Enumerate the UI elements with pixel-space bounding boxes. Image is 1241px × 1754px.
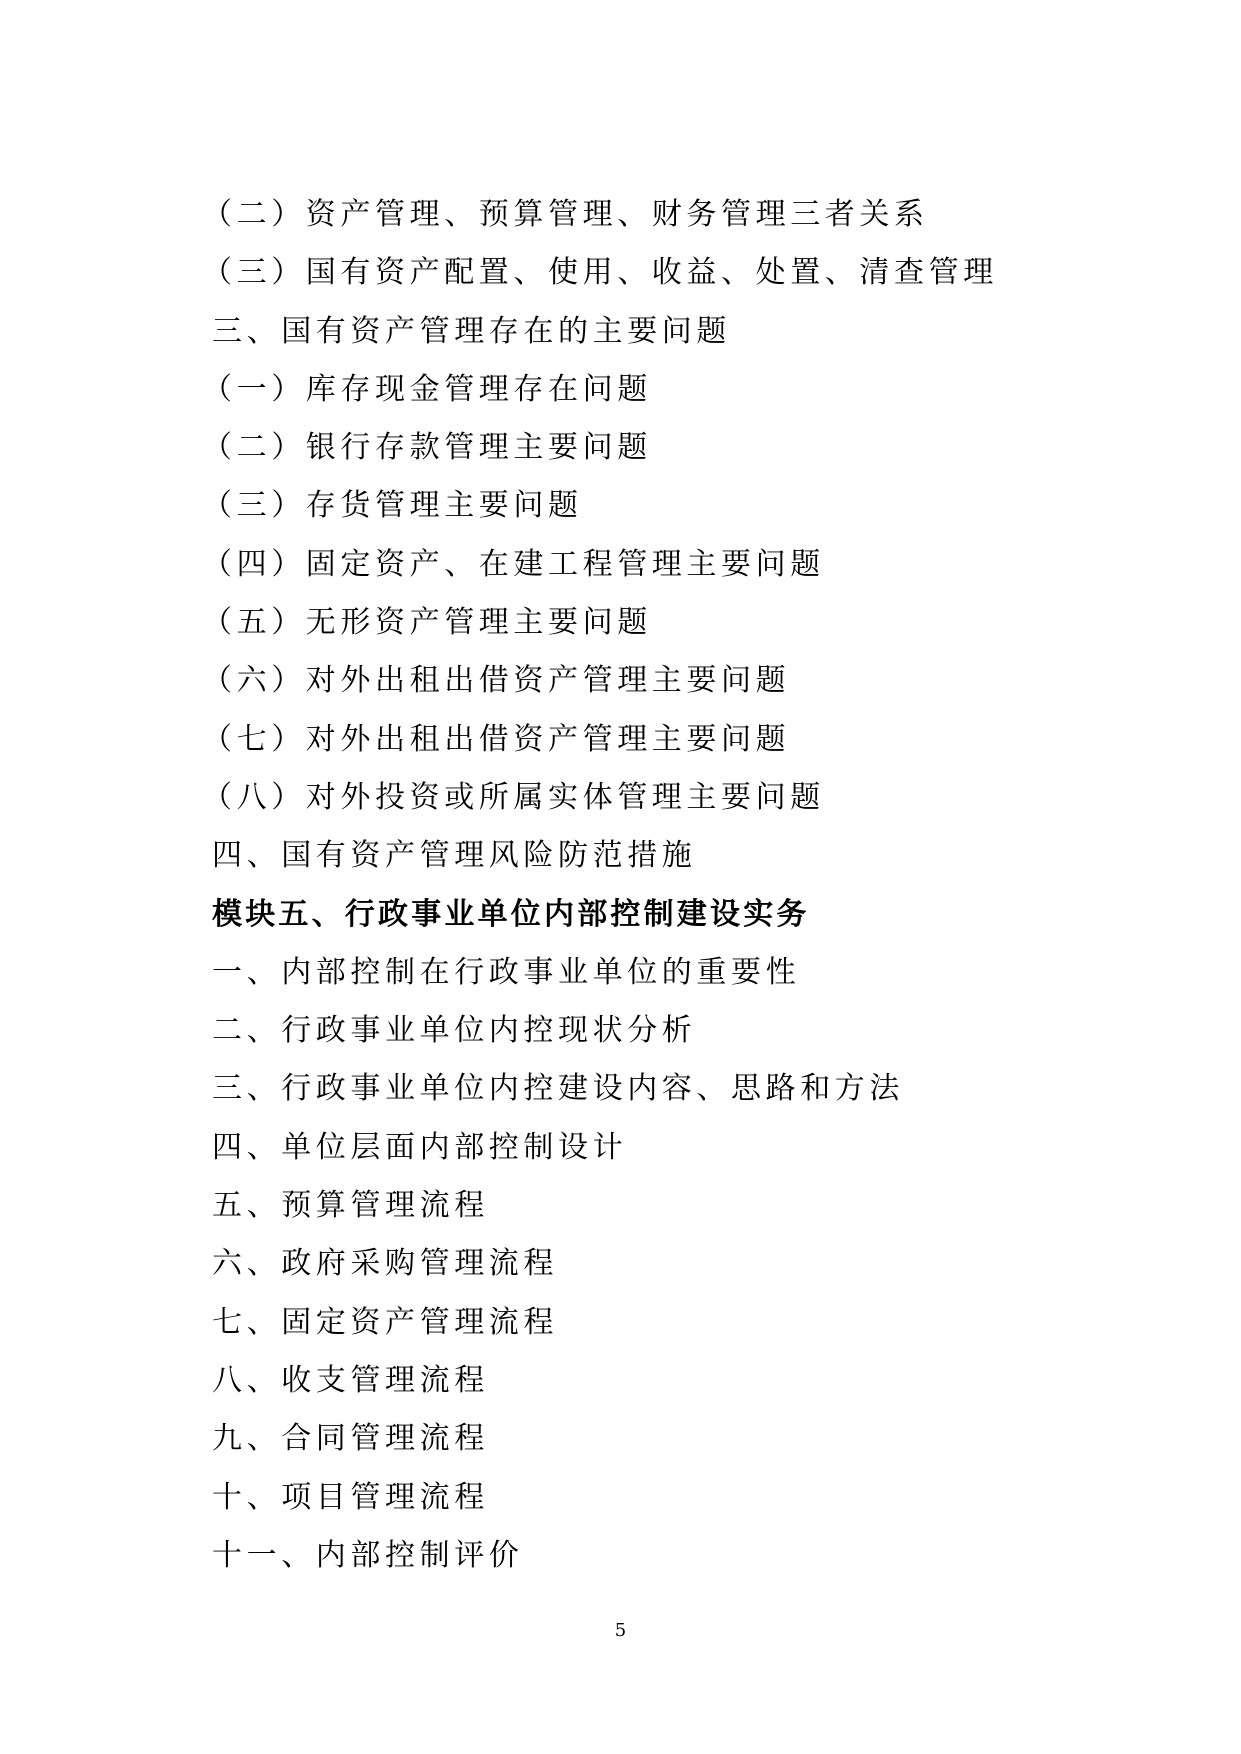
outline-item: 四、单位层面内部控制设计 — [212, 1129, 628, 1165]
outline-item: 十一、内部控制评价 — [212, 1537, 524, 1573]
outline-item: 三、行政事业单位内控建设内容、思路和方法 — [212, 1071, 904, 1107]
outline-subitem: （二）资产管理、预算管理、财务管理三者关系 — [202, 197, 929, 232]
page-number: 5 — [614, 1620, 627, 1641]
outline-item: 四、国有资产管理风险防范措施 — [212, 838, 697, 874]
outline-subitem: （三）国有资产配置、使用、收益、处置、清查管理 — [202, 255, 998, 291]
outline-subitem: （一）库存现金管理存在问题 — [202, 371, 652, 407]
outline-item: 三、国有资产管理存在的主要问题 — [212, 313, 731, 349]
module-heading: 模块五、行政事业单位内部控制建设实务 — [212, 896, 810, 932]
outline-item: 十、项目管理流程 — [212, 1479, 489, 1515]
outline-item: 九、合同管理流程 — [212, 1421, 489, 1457]
outline-item: 一、内部控制在行政事业单位的重要性 — [212, 954, 801, 990]
outline-subitem: （二）银行存款管理主要问题 — [202, 430, 652, 466]
outline-item: 二、行政事业单位内控现状分析 — [212, 1013, 697, 1049]
outline-subitem: （六）对外出租出借资产管理主要问题 — [202, 663, 791, 699]
outline-subitem: （七）对外出租出借资产管理主要问题 — [202, 721, 791, 757]
outline-item: 五、预算管理流程 — [212, 1188, 489, 1224]
outline-subitem: （三）存货管理主要问题 — [202, 488, 583, 524]
outline-subitem: （八）对外投资或所属实体管理主要问题 — [202, 779, 825, 815]
outline-list — [202, 186, 1112, 1585]
outline-item: 六、政府采购管理流程 — [212, 1246, 558, 1282]
outline-subitem: （四）固定资产、在建工程管理主要问题 — [202, 546, 825, 582]
outline-subitem: （五）无形资产管理主要问题 — [202, 605, 652, 641]
outline-item: 八、收支管理流程 — [212, 1362, 489, 1398]
outline-item: 七、固定资产管理流程 — [212, 1304, 558, 1340]
